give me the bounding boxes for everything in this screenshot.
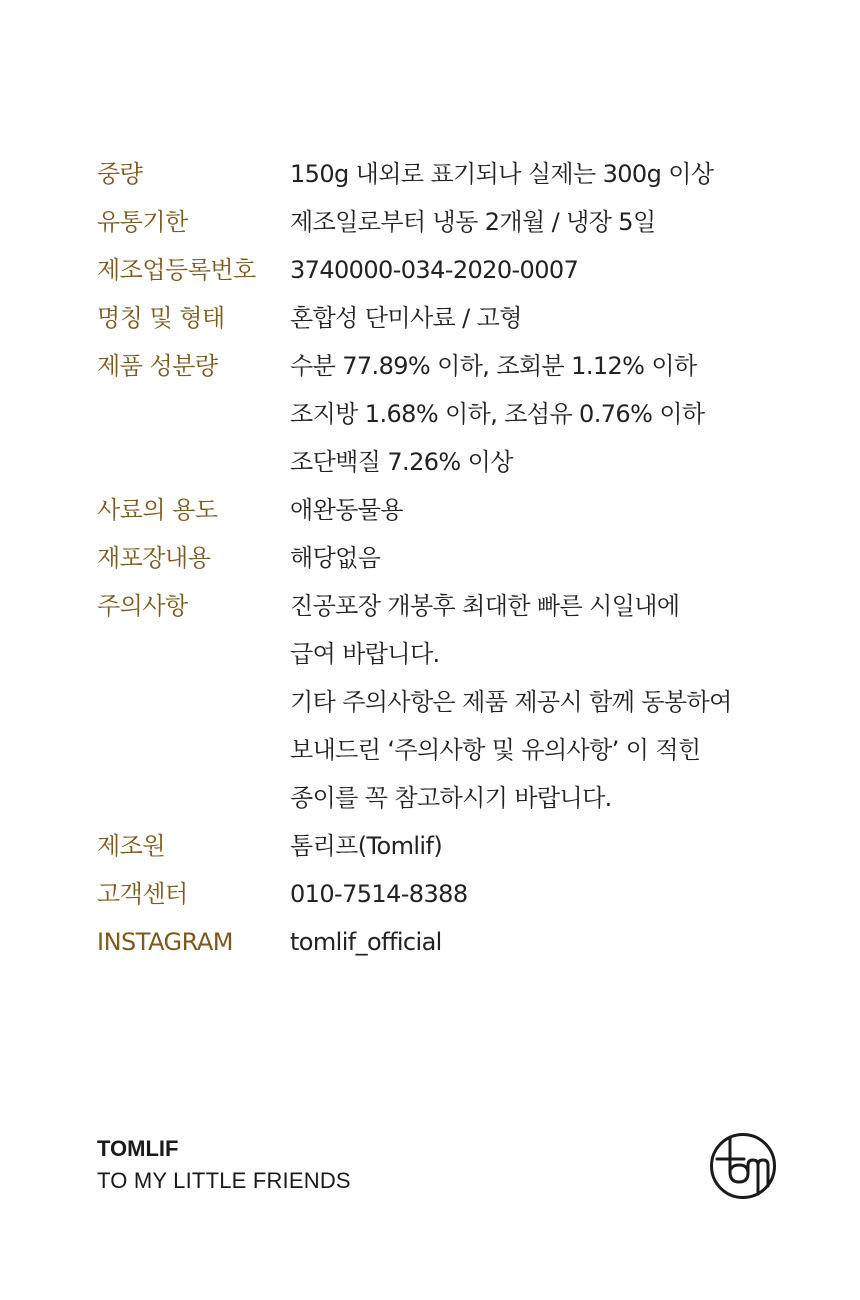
info-values	[290, 342, 797, 486]
info-value: 조지방 1.68% 이하, 조섬유 0.76% 이하	[290, 400, 705, 428]
info-row-manufacturer	[97, 822, 797, 870]
info-label: 중량	[97, 160, 143, 188]
info-label: 사료의 용도	[97, 496, 218, 524]
info-row-precautions	[97, 582, 797, 822]
info-values	[290, 918, 797, 966]
info-values	[290, 294, 797, 342]
info-value: 010-7514-8388	[290, 880, 468, 908]
info-values	[290, 150, 797, 198]
info-row-registration	[97, 246, 797, 294]
info-values	[290, 198, 797, 246]
info-row-repackaging	[97, 534, 797, 582]
info-values	[290, 534, 797, 582]
info-label: 제품 성분량	[97, 352, 218, 380]
info-value: 150g 내외로 표기되나 실제는 300g 이상	[290, 160, 714, 188]
info-values	[290, 246, 797, 294]
info-row-name-type	[97, 294, 797, 342]
info-value: 조단백질 7.26% 이상	[290, 448, 513, 476]
info-values	[290, 582, 797, 822]
info-value: 혼합성 단미사료 / 고형	[290, 304, 522, 332]
info-value: 수분 77.89% 이하, 조회분 1.12% 이하	[290, 352, 697, 380]
info-label: 고객센터	[97, 880, 188, 908]
info-label: 제조원	[97, 832, 166, 860]
info-label: 주의사항	[97, 592, 188, 620]
info-value: tomlif_official	[290, 928, 442, 956]
info-label: INSTAGRAM	[97, 928, 233, 956]
info-value: 애완동물용	[290, 496, 403, 524]
info-row-weight	[97, 150, 797, 198]
info-value: 보내드린 ‘주의사항 및 유의사항’ 이 적힌	[290, 736, 701, 764]
info-value: 종이를 꼭 참고하시기 바랍니다.	[290, 784, 612, 812]
info-label: 유통기한	[97, 208, 188, 236]
brand-name: TOMLIF	[97, 1136, 179, 1161]
info-values	[290, 870, 797, 918]
brand-tagline: TO MY LITTLE FRIENDS	[97, 1168, 351, 1193]
info-value: 3740000-034-2020-0007	[290, 256, 579, 284]
info-value: 기타 주의사항은 제품 제공시 함께 동봉하여	[290, 688, 732, 716]
info-label: 재포장내용	[97, 544, 211, 572]
product-info-table	[97, 150, 797, 966]
info-value: 진공포장 개봉후 최대한 빠른 시일내에	[290, 592, 680, 620]
info-label: 명칭 및 형태	[97, 304, 225, 332]
info-row-expiry	[97, 198, 797, 246]
info-value: 해당없음	[290, 544, 381, 572]
info-value: 톰리프(Tomlif)	[290, 832, 443, 860]
info-row-purpose	[97, 486, 797, 534]
info-values	[290, 822, 797, 870]
footer-brand	[97, 1133, 351, 1197]
info-value: 제조일로부터 냉동 2개월 / 냉장 5일	[290, 208, 656, 236]
tomlif-logo-icon	[709, 1132, 777, 1200]
info-row-instagram	[97, 918, 797, 966]
info-row-composition	[97, 342, 797, 486]
info-value: 급여 바랍니다.	[290, 640, 440, 668]
info-label: 제조업등록번호	[97, 256, 256, 284]
info-row-customer-center	[97, 870, 797, 918]
info-values	[290, 486, 797, 534]
